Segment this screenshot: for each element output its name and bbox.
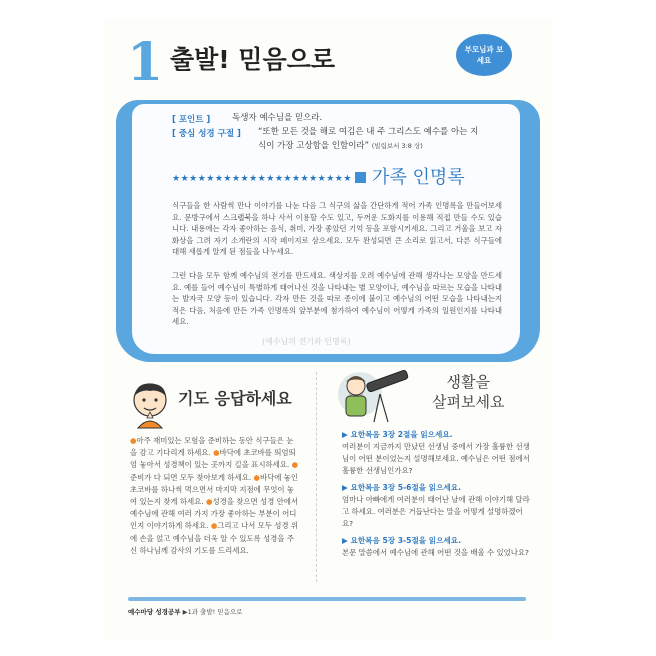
question-text: 여러분이 지금까지 만났던 선생님 중에서 가장 훌륭한 선생님이 어떤 분이었는지 설명해보세요. 예수님은 어떤 점에서 훌륭한 선생님인가요? bbox=[342, 442, 530, 475]
life-subhead-line-1: 생활을 bbox=[446, 373, 490, 391]
prayer-subhead: 기도 응답하세요 bbox=[178, 389, 292, 408]
telescope-man-icon bbox=[330, 368, 420, 426]
bullet-dot-icon: ● bbox=[130, 436, 137, 445]
bullet-dot-icon: ● bbox=[210, 521, 218, 531]
life-subhead-line-2: 살펴보세요 bbox=[432, 393, 505, 411]
bullet-dot-icon: ● bbox=[213, 448, 220, 458]
parent-badge bbox=[456, 34, 512, 76]
family-paragraph-2: 그런 다음 모두 함께 예수님의 전기를 만드세요. 색상지를 오려 예수님에 관해 생각나는 모양을 만드세요. 예를 들어 예수님이 특별하게 태어나신 것을 나타내는 별 모양이나, 예수님을 따르는 모습을 나타내는 발자국 모양 등이 있습니다. 각자 만든 것을 따로 종이에 붙이고 예수님의 어떤 모습을 나타내는지 적은 다음, 처음에 만든 가족 인명록의 앞부분에 첨가하여 예수님이 어떻게 가족의 일원인지를 나타내세요. bbox=[172, 271, 502, 326]
verse-line-2: 식이 가장 고상함을 인함이라” bbox=[258, 141, 370, 151]
bullet-dot-icon: ● bbox=[206, 497, 213, 507]
praying-boy-icon bbox=[124, 378, 176, 430]
list-item: 바닥에 초코바를 띄엄띄엄 놓아서 성경책이 있는 곳까지 길을 표시하세요. bbox=[130, 448, 296, 470]
page-title: 출발! 믿음으로 bbox=[170, 45, 336, 74]
footer-rule bbox=[128, 597, 526, 601]
list-item: 준비가 다 되면 모두 찾아보게 하세요. bbox=[130, 472, 252, 482]
list-item: 아주 재미있는 모험을 준비하는 동안 식구들은 눈을 감고 기다리게 하세요. bbox=[130, 436, 294, 458]
star-decoration: ★★★★★★★★★★★★★★★★★★★★★ bbox=[172, 174, 352, 184]
square-bullet-icon bbox=[355, 172, 366, 183]
parent-badge-label: 부모님과 보세요 bbox=[464, 45, 504, 65]
question-title: ▶ 요한복음 5장 3-5절을 읽으세요. bbox=[342, 536, 461, 545]
question-title: ▶ 요한복음 3장 5-6절을 읽으세요. bbox=[342, 483, 461, 492]
question-text: 본문 말씀에서 예수님에 관해 어떤 것을 배울 수 있었나요? bbox=[342, 548, 529, 557]
verse-reference: (빌립보서 3:8 상) bbox=[371, 142, 423, 150]
column-divider bbox=[316, 372, 318, 582]
family-section-title: 가족 인명록 bbox=[372, 167, 465, 188]
point-tag: [ 포인트 ] bbox=[172, 115, 211, 125]
question-text: 엄마나 아빠에게 여러분이 태어난 날에 관해 이야기해 달라고 하세요. 여러분은 거듭난다는 말을 어떻게 설명하겠어요? bbox=[342, 495, 530, 528]
activity-list bbox=[130, 435, 300, 557]
bullet-dot-icon: ● bbox=[291, 460, 299, 470]
verse-text bbox=[258, 125, 508, 153]
faint-caption: (예수님의 전기와 인명록) bbox=[262, 337, 351, 346]
verse-tag: [ 중심 성경 구절 ] bbox=[172, 129, 241, 139]
list-item: 성경을 찾으면 성경 안에서 예수님에 관해 여러 가지 가장 좋아하는 부분이 어디인지 이야기하게 하세요. bbox=[130, 497, 299, 531]
footer-series: 예수마당 성경공부 bbox=[128, 608, 181, 616]
footer-lesson: ▶1과 출발! 믿음으로 bbox=[182, 608, 243, 616]
question-title: ▶ 요한복음 3장 2절을 읽으세요. bbox=[342, 430, 453, 439]
point-text: 독생자 예수님을 믿으라. bbox=[232, 113, 323, 123]
bullet-dot-icon: ● bbox=[253, 472, 260, 482]
family-paragraph-1: 식구들을 한 사람씩 만나 이야기를 나눈 다음 그 식구의 삶을 간단하게 적어 가족 인명록을 만들어보세요. 문방구에서 스크랩북을 하나 사서 이용할 수도 있고, 두꺼운 도화지를 이용해 직접 만들 수도 있습니다. 내용에는 각자 좋아하는 음식, 취미, 가장 좋았던 기억 등을 포함시키세요. 그리고 거울을 보고 자화상을 그려 자기 소개란의 시작 페이지로 삼으세요. 모두 완성되면 큰 소리로 읽고서, 다른 식구들에 대해 새롭게 알게 된 점들을 나누세요. bbox=[172, 201, 502, 256]
verse-line-1: “또한 모든 것을 해로 여김은 내 주 그리스도 예수를 아는 지 bbox=[258, 127, 479, 137]
list-item: 그리고 나서 모두 성경 위에 손을 얹고 예수님을 더욱 알 수 있도록 성경을 주신 하나님께 감사의 기도를 드리세요. bbox=[130, 521, 299, 555]
list-item: 바닥에 놓인 초코바를 하나씩 먹으면서 마지막 지점에 무엇이 놓여 있는지 찾게 하세요. bbox=[130, 472, 299, 507]
life-subhead bbox=[432, 372, 504, 412]
lesson-number: 1 bbox=[127, 32, 160, 93]
footer bbox=[128, 607, 242, 616]
